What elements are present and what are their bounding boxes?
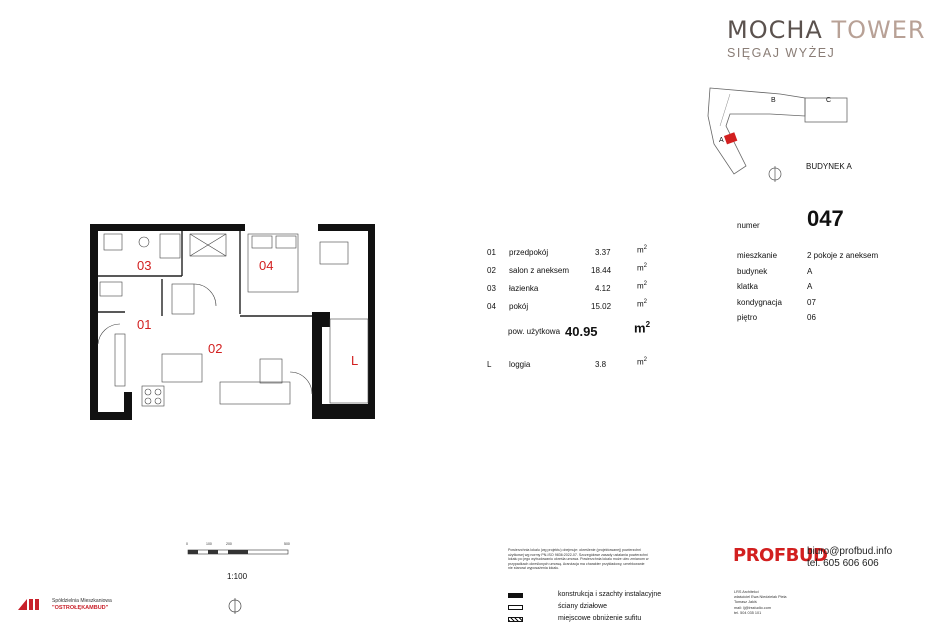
developer-logo: PROFBUD bbox=[733, 545, 828, 566]
plan-label-02: 02 bbox=[208, 341, 223, 356]
developer-phone: tel. 605 606 606 bbox=[807, 558, 879, 569]
scale-ratio: 1:100 bbox=[227, 572, 248, 581]
partition-walls bbox=[98, 231, 312, 316]
total-area-label: pow. użytkowa bbox=[508, 327, 561, 336]
loggia-area: 3.8 bbox=[595, 360, 607, 369]
room-table bbox=[487, 245, 652, 320]
site-building-outline bbox=[708, 88, 805, 174]
site-plan-caption: BUDYNEK A bbox=[806, 162, 852, 171]
plan-label-03: 03 bbox=[137, 258, 152, 273]
structural-walls bbox=[90, 224, 375, 420]
room-row: 01 przedpokój 3.37 $m^2$ bbox=[487, 245, 648, 257]
site-apartment-marker bbox=[724, 132, 737, 144]
plan-label-04: 04 bbox=[259, 258, 274, 273]
shower bbox=[100, 282, 122, 296]
scale-bar bbox=[186, 544, 296, 558]
brand-name-part1: MOCHA bbox=[727, 16, 823, 44]
total-area-unit: $m^2$ bbox=[634, 320, 651, 336]
disclaimer-text: Powierzchnia lokalu (wg projektu) obejmuje: określenie (projektowanej) powierzchni użytkowej wg normy PN-ISO 9836:2022-07. Szczegółowe zasady ustalania powierzchni lokalu po jego wybudowaniu określa umowa. Powierzchnia lokalu może ulec zmianom w przypadkach określonych umową. Aranżacja ma charakter przykładowy, umeblowanie nie stanowi wyposażenia lokalu. bbox=[508, 548, 649, 571]
room-row: 02 salon z aneksem 18.44 $m^2$ bbox=[487, 263, 648, 275]
brand-title bbox=[727, 16, 926, 44]
stove bbox=[142, 386, 164, 406]
loggia-name: loggia bbox=[509, 360, 531, 369]
developer-email[interactable]: biuro@profbud.info bbox=[807, 546, 893, 557]
desk bbox=[320, 242, 348, 264]
washbasin bbox=[104, 234, 122, 250]
toilet bbox=[139, 237, 149, 247]
loggia-no: L bbox=[487, 360, 492, 369]
brand-name-part2: TOWER bbox=[831, 16, 926, 44]
legend-swatch-outline bbox=[508, 605, 523, 610]
loggia-unit: $m^2$ bbox=[637, 357, 648, 367]
apartment-details bbox=[737, 251, 897, 329]
plan-label-loggia: L bbox=[351, 353, 359, 368]
legend-swatch-solid bbox=[508, 593, 523, 598]
brand-tagline: SIĘGAJ WYŻEJ bbox=[727, 46, 836, 60]
detail-row: budynek A bbox=[737, 266, 813, 276]
architect-info: LRS Architekci właściciel Ewa Niedzielak Piela Tomasz Jakiś mail: lj@lrsstudio.com tel. 504 035 101 bbox=[734, 590, 787, 615]
door-swing bbox=[194, 284, 216, 306]
plan-label-01: 01 bbox=[137, 317, 152, 332]
room-row: 03 łazienka 4.12 $m^2$ bbox=[487, 281, 648, 293]
detail-row: kondygnacja 07 bbox=[737, 297, 816, 307]
total-area-value: 40.95 bbox=[565, 324, 598, 339]
cooperative-name: Spółdzielnia Mieszkaniowa bbox=[52, 598, 112, 604]
floor-plan bbox=[90, 224, 385, 424]
legend-swatch-hatched bbox=[508, 617, 523, 622]
site-label-c: C bbox=[826, 97, 832, 104]
detail-row: klatka A bbox=[737, 282, 813, 291]
cabinet bbox=[172, 284, 194, 314]
loggia-floor bbox=[330, 319, 368, 403]
site-plan bbox=[700, 86, 860, 186]
detail-row: mieszkanie 2 pokoje z aneksem bbox=[737, 251, 879, 260]
apartment-number-label: numer bbox=[737, 221, 760, 230]
compass-icon bbox=[227, 596, 243, 616]
dining-table bbox=[162, 354, 202, 382]
kitchen-counter bbox=[115, 334, 125, 386]
sofa bbox=[220, 382, 290, 404]
room-row: 04 pokój 15.02 $m^2$ bbox=[487, 299, 648, 311]
site-label-b: B bbox=[771, 97, 776, 104]
cooperative-logo bbox=[18, 597, 48, 611]
cooperative-brand: "OSTROŁĘKAMBUD" bbox=[52, 605, 109, 611]
washing-machine bbox=[160, 234, 180, 258]
detail-row: piętro 06 bbox=[737, 313, 816, 322]
apartment-number: 047 bbox=[807, 206, 844, 231]
site-label-a: A bbox=[719, 137, 724, 144]
